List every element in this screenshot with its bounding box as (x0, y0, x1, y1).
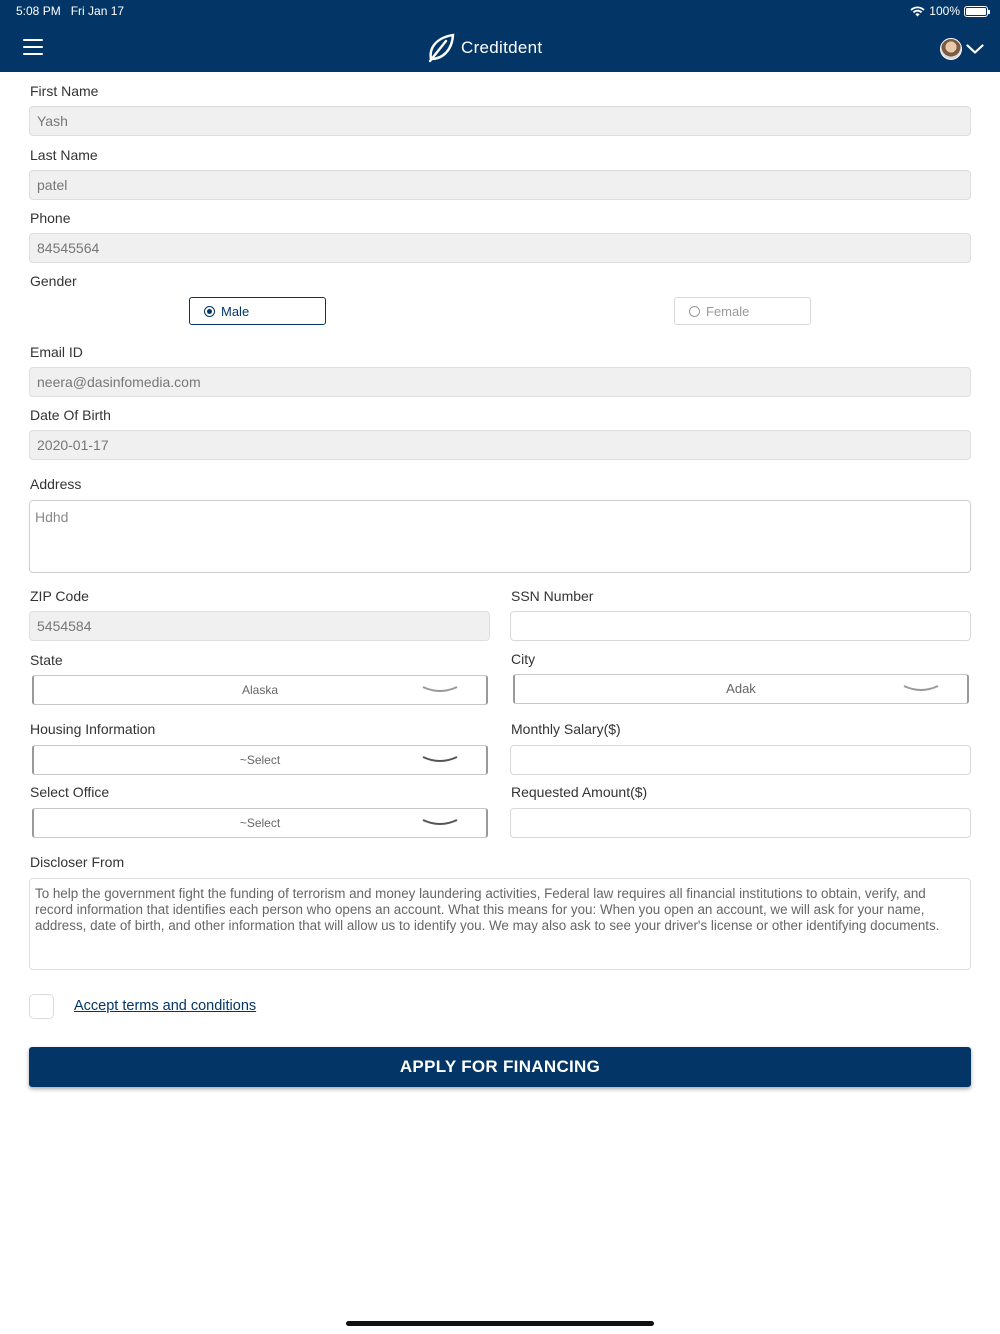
state-value: Alaska (241, 683, 279, 697)
profile-menu[interactable] (940, 38, 984, 60)
hamburger-icon[interactable] (23, 39, 43, 55)
first-name-label: First Name (30, 83, 99, 99)
state-label: State (30, 652, 63, 668)
phone-field[interactable]: 84545564 (29, 233, 971, 263)
city-label: City (511, 651, 536, 667)
last-name-label: Last Name (30, 147, 98, 163)
chevron-down-icon (422, 686, 458, 694)
city-select[interactable] (513, 674, 969, 704)
email-label: Email ID (30, 344, 83, 360)
radio-selected-icon (204, 306, 215, 317)
office-label: Select Office (30, 784, 110, 800)
brand-name: Creditdent (461, 38, 543, 57)
home-indicator (346, 1321, 654, 1326)
dob-field[interactable]: 2020-01-17 (29, 430, 971, 460)
requested-label: Requested Amount($) (511, 784, 648, 800)
terms-link[interactable]: Accept terms and conditions (74, 998, 257, 1014)
radio-unselected-icon (689, 306, 700, 317)
zip-field[interactable]: 5454584 (29, 611, 490, 641)
disclosure-text: To help the government fight the funding of terrorism and money laundering activities, Federal law requires all financial institutions to obtain, verify, and record information that identifies each person who opens an account. What this means for you: When you open an account, we will ask for your name, address, date of birth, and other information that will allow us to identify you. We may also ask to see your driver's license or other identifying documents. (29, 878, 971, 970)
first-name-field[interactable]: Yash (29, 106, 971, 136)
salary-label: Monthly Salary($) (511, 721, 621, 737)
address-textarea[interactable]: Hdhd (29, 500, 971, 573)
zip-label: ZIP Code (30, 588, 89, 604)
dob-label: Date Of Birth (30, 407, 111, 423)
battery-icon (964, 6, 988, 17)
ssn-label: SSN Number (511, 588, 594, 604)
chevron-down-icon (903, 685, 939, 693)
gender-label: Gender (30, 273, 77, 289)
salary-field[interactable] (510, 745, 971, 775)
city-value: Adak (726, 681, 756, 696)
gender-male-option[interactable] (189, 297, 326, 325)
disclosure-label: Discloser From (30, 854, 125, 870)
gender-male-label: Male (221, 303, 250, 319)
chevron-down-icon[interactable] (966, 44, 984, 54)
battery-percent: 100% (929, 4, 960, 18)
leaf-icon (425, 32, 457, 64)
office-value: ~Select (239, 816, 281, 830)
last-name-field[interactable]: patel (29, 170, 971, 200)
gender-female-label: Female (706, 303, 750, 319)
status-time: 5:08 PM Fri Jan 17 (16, 4, 125, 18)
office-select[interactable] (32, 808, 488, 838)
housing-label: Housing Information (30, 721, 156, 737)
terms-checkbox[interactable] (29, 994, 54, 1019)
phone-label: Phone (30, 210, 71, 226)
chevron-down-icon (422, 756, 458, 764)
state-select[interactable] (32, 675, 488, 705)
housing-select[interactable] (32, 745, 488, 775)
avatar[interactable] (940, 38, 962, 60)
apply-for-financing-button[interactable]: APPLY FOR FINANCING (29, 1047, 971, 1087)
top-navigation-bar (0, 0, 1000, 72)
address-label: Address (30, 476, 82, 492)
housing-value: ~Select (239, 753, 281, 767)
chevron-down-icon (422, 819, 458, 827)
wifi-icon (910, 6, 925, 17)
ssn-field[interactable] (510, 611, 971, 641)
brand-logo (425, 32, 542, 64)
gender-female-option[interactable] (674, 297, 811, 325)
status-indicators (910, 4, 988, 18)
requested-field[interactable] (510, 808, 971, 838)
email-field[interactable]: neera@dasinfomedia.com (29, 367, 971, 397)
